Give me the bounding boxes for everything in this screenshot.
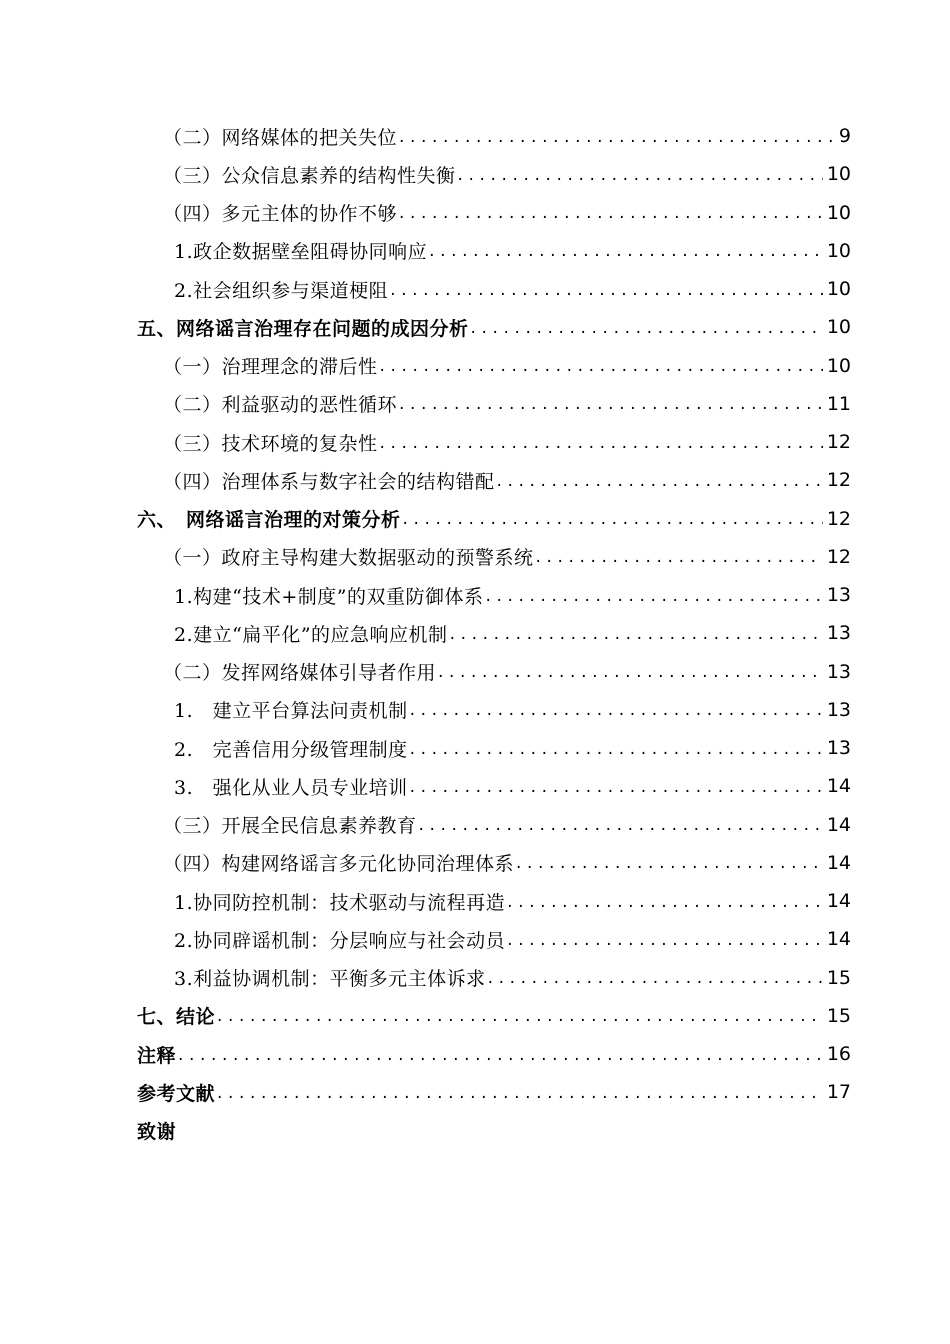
toc-entry-title: 1.政企数据壁垒阻碍协同响应 [174, 241, 428, 264]
toc-entry[interactable] [137, 308, 851, 346]
toc-entry-title: （一）政府主导构建大数据驱动的预警系统 [163, 547, 534, 570]
toc-entry[interactable] [137, 538, 851, 576]
toc-dot-leader [516, 855, 823, 872]
toc-dot-leader [438, 664, 823, 681]
toc-entry-page-number: 12 [826, 507, 851, 530]
toc-entry-page-number: 15 [826, 966, 851, 989]
toc-entry-page-number: 11 [826, 392, 851, 415]
toc-entry-title: 1. 建立平台算法问责机制 [174, 700, 408, 723]
toc-entry-title: （三）开展全民信息素养教育 [163, 815, 417, 838]
toc-entry-page-number: 13 [826, 698, 851, 721]
toc-entry[interactable] [137, 423, 851, 461]
toc-dot-leader [217, 1085, 823, 1102]
toc-dot-leader [419, 817, 823, 834]
toc-entry-title: 3. 强化从业人员专业培训 [174, 776, 408, 799]
toc-entry[interactable] [137, 270, 851, 308]
toc-entry-title: （四）治理体系与数字社会的结构错配 [163, 470, 495, 493]
toc-dot-leader [403, 511, 823, 528]
toc-entry-page-number: 10 [826, 354, 851, 377]
toc-entry-page-number: 17 [826, 1081, 851, 1104]
toc-entry-title: 2.建立“扁平化”的应急响应机制 [174, 623, 448, 646]
toc-entry-page-number: 10 [826, 201, 851, 224]
toc-entry-page-number: 13 [826, 737, 851, 760]
toc-entry-title: （三）公众信息素养的结构性失衡 [163, 164, 456, 187]
toc-dot-leader [410, 741, 823, 758]
toc-dot-leader [410, 702, 823, 719]
toc-entry-title: （二）利益驱动的恶性循环 [163, 394, 398, 417]
toc-dot-leader [390, 282, 823, 299]
toc-dot-leader [507, 932, 823, 949]
toc-entry-title: 1.协同防控机制：技术驱动与流程再造 [174, 891, 506, 914]
toc-entry-title: 2.社会组织参与渠道梗阻 [174, 279, 389, 302]
toc-dot-leader [450, 626, 823, 643]
toc-entry[interactable] [137, 729, 851, 767]
toc-dot-leader [399, 205, 823, 222]
toc-entry[interactable] [137, 653, 851, 691]
toc-dot-leader [217, 1008, 823, 1025]
toc-entry-page-number: 15 [826, 1004, 851, 1027]
toc-entry[interactable] [137, 194, 851, 232]
toc-entry-title: 注释 [137, 1044, 177, 1067]
toc-entry[interactable] [137, 959, 851, 997]
toc-dot-leader [410, 779, 823, 796]
toc-entry[interactable] [137, 882, 851, 920]
toc-entry[interactable] [137, 155, 851, 193]
toc-entry-page-number: 10 [826, 239, 851, 262]
toc-dot-leader [380, 358, 823, 375]
toc-dot-leader [488, 970, 823, 987]
toc-entry[interactable] [137, 347, 851, 385]
toc-dot-leader [399, 396, 823, 413]
toc-entry-page-number: 14 [826, 813, 851, 836]
toc-entry-title: 七、结论 [137, 1006, 216, 1029]
toc-dot-leader [536, 549, 823, 566]
toc-entry-page-number: 12 [826, 431, 851, 454]
toc-entry[interactable] [137, 461, 851, 499]
toc-entry[interactable] [137, 920, 851, 958]
toc-entry-page-number: 14 [826, 928, 851, 951]
toc-entry-page-number: 10 [826, 163, 851, 186]
toc-entry-page-number: 14 [826, 775, 851, 798]
toc-entry-title: （二）发挥网络媒体引导者作用 [163, 662, 437, 685]
toc-entry[interactable] [137, 614, 851, 652]
toc-entry-title: 参考文献 [137, 1082, 216, 1105]
toc-entry-title: 1.构建“技术+制度”的双重防御体系 [174, 585, 484, 608]
toc-dot-leader [399, 129, 835, 146]
toc-entry-page-number: 10 [826, 316, 851, 339]
toc-entry[interactable] [137, 1112, 851, 1150]
table-of-contents [137, 117, 851, 1150]
toc-entry-page-number: 9 [838, 125, 851, 148]
toc-entry[interactable] [137, 1073, 851, 1111]
toc-entry-page-number: 10 [826, 278, 851, 301]
toc-entry-title: （二）网络媒体的把关失位 [163, 126, 398, 149]
toc-dot-leader [178, 1047, 823, 1064]
toc-entry-title: 2. 完善信用分级管理制度 [174, 738, 408, 761]
toc-entry-title: 致谢 [137, 1121, 177, 1144]
toc-entry[interactable] [137, 385, 851, 423]
toc-entry-title: （三）技术环境的复杂性 [163, 432, 378, 455]
toc-entry-title: （四）构建网络谣言多元化协同治理体系 [163, 853, 515, 876]
toc-entry[interactable] [137, 997, 851, 1035]
toc-entry[interactable] [137, 1035, 851, 1073]
toc-entry-page-number: 14 [826, 890, 851, 913]
toc-entry[interactable] [137, 576, 851, 614]
toc-entry-page-number: 16 [826, 1043, 851, 1066]
toc-entry-page-number: 13 [826, 584, 851, 607]
toc-entry-title: （一）治理理念的滞后性 [163, 356, 378, 379]
toc-entry-title: 五、网络谣言治理存在问题的成因分析 [137, 317, 469, 340]
toc-dot-leader [485, 588, 822, 605]
toc-dot-leader [429, 243, 823, 260]
toc-entry-page-number: 13 [826, 660, 851, 683]
toc-entry[interactable] [137, 232, 851, 270]
toc-entry-title: （四）多元主体的协作不够 [163, 203, 398, 226]
toc-entry-title: 3.利益协调机制：平衡多元主体诉求 [174, 968, 486, 991]
toc-entry[interactable] [137, 806, 851, 844]
toc-entry[interactable] [137, 844, 851, 882]
toc-entry[interactable] [137, 117, 851, 155]
toc-entry-page-number: 13 [826, 622, 851, 645]
toc-entry-page-number: 12 [826, 469, 851, 492]
toc-entry[interactable] [137, 500, 851, 538]
toc-dot-leader [380, 435, 823, 452]
toc-entry-title: 六、 网络谣言治理的对策分析 [137, 509, 401, 532]
toc-dot-leader [471, 320, 823, 337]
toc-entry-title: 2.协同辟谣机制：分层响应与社会动员 [174, 929, 506, 952]
toc-dot-leader [507, 894, 823, 911]
toc-entry-page-number: 14 [826, 851, 851, 874]
toc-entry[interactable] [137, 767, 851, 805]
toc-dot-leader [497, 473, 823, 490]
toc-dot-leader [458, 167, 823, 184]
toc-entry[interactable] [137, 691, 851, 729]
toc-entry-page-number: 12 [826, 545, 851, 568]
